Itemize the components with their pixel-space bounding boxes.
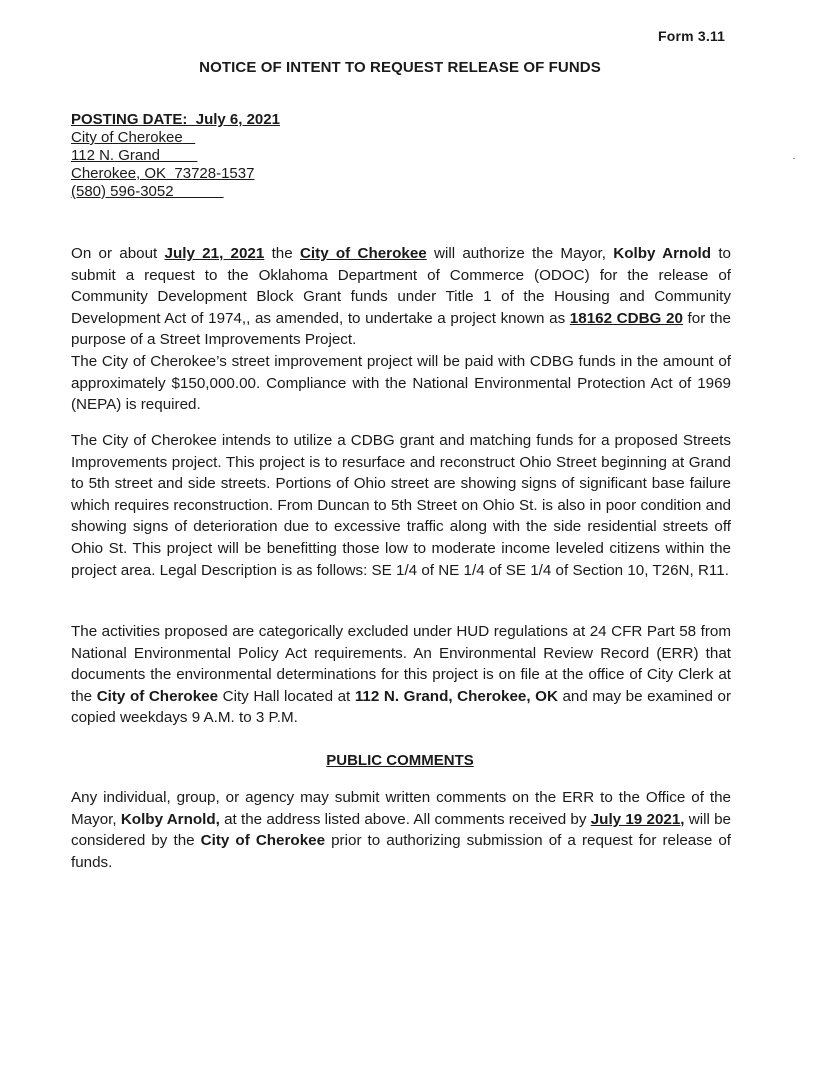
project-id: 18162 CDBG 20 bbox=[569, 309, 683, 327]
posting-date: POSTING DATE: July 6, 2021 bbox=[71, 111, 280, 128]
paragraph-project-description: The City of Cherokee intends to utilize a CDBG grant and matching funds for a proposed Streets Improvements project. This project is to resurface and reconstruct Ohio Street beginning at Grand to 5th street and side streets. Portions of Ohio street are showing signs of significant base failure which requires reconstruction. From Duncan to 5th Street on Ohio St. is also in poor condition and showing signs of deterioration due to excessive traffic along with the side residential streets off Ohio St. This project will be benefitting those low to moderate income leveled citizens within the project area. Legal Description is as follows: SE 1/4 of NE 1/4 of SE 1/4 of Section 10, T26N, R11. bbox=[71, 432, 731, 579]
comment-deadline: July 19 2021, bbox=[590, 810, 685, 828]
city-name: City of Cherokee bbox=[71, 129, 183, 146]
phone-number: (580) 596-3052 bbox=[71, 183, 174, 200]
city-state-zip: Cherokee, OK 73728-1537 bbox=[71, 165, 255, 182]
form-number: Form 3.11 bbox=[658, 28, 726, 44]
paragraph-funding: The City of Cherokee’s street improvement project will be paid with CDBG funds in the amount of approximately $150,000.00. Compliance with the National Environmental Protection Act of 1969 (NEPA) is required. bbox=[71, 353, 731, 414]
paragraph-exclusion: The activities proposed are categorically excluded under HUD regulations at 24 CFR Part 58 from National Environmental Policy Act requirements. An Environmental Review Record (ERR) that documents the environmental determinations for this project is on file at the office of City Clerk at the City of Cherokee City Hall located at 112 N. Grand, Cherokee, OK and may be examined or copied weekdays 9 A.M. to 3 P.M. bbox=[71, 623, 732, 727]
city-name-bold: City of Cherokee bbox=[96, 687, 219, 705]
city-name-bold: City of Cherokee bbox=[299, 245, 427, 262]
paragraph-authorization: On or about July 21, 2021 the City of Cherokee will authorize the Mayor, Kolby Arnold to submit a request to the Oklahoma Department of Commerce (ODOC) for the release of Community Development Block Grant funds under Title 1 of the Housing and Community Development Act of 1974,, as amended, to undertake a project known as 18162 CDBG 20 for the purpose of a Street Improvements Project. bbox=[71, 245, 731, 349]
release-date: July 21, 2021 bbox=[164, 245, 265, 262]
city-name-bold: City of Cherokee bbox=[200, 832, 326, 850]
city-hall-address: 112 N. Grand, Cherokee, OK bbox=[354, 687, 558, 705]
scan-speck bbox=[793, 158, 795, 159]
mayor-name: Kolby Arnold bbox=[613, 245, 712, 262]
paragraph-public-comments: Any individual, group, or agency may submit written comments on the ERR to the Office of the Mayor, Kolby Arnold, at the address listed above. All comments received by July 19 2021, will be considered by the City of Cherokee prior to authorizing submission of a request for release of funds. bbox=[71, 789, 731, 871]
street-address: 112 N. Grand bbox=[71, 147, 160, 164]
mayor-name: Kolby Arnold, bbox=[120, 810, 220, 828]
public-comments-heading: PUBLIC COMMENTS bbox=[326, 752, 474, 769]
posting-block bbox=[71, 111, 280, 201]
page-title: NOTICE OF INTENT TO REQUEST RELEASE OF FUNDS bbox=[199, 59, 601, 76]
